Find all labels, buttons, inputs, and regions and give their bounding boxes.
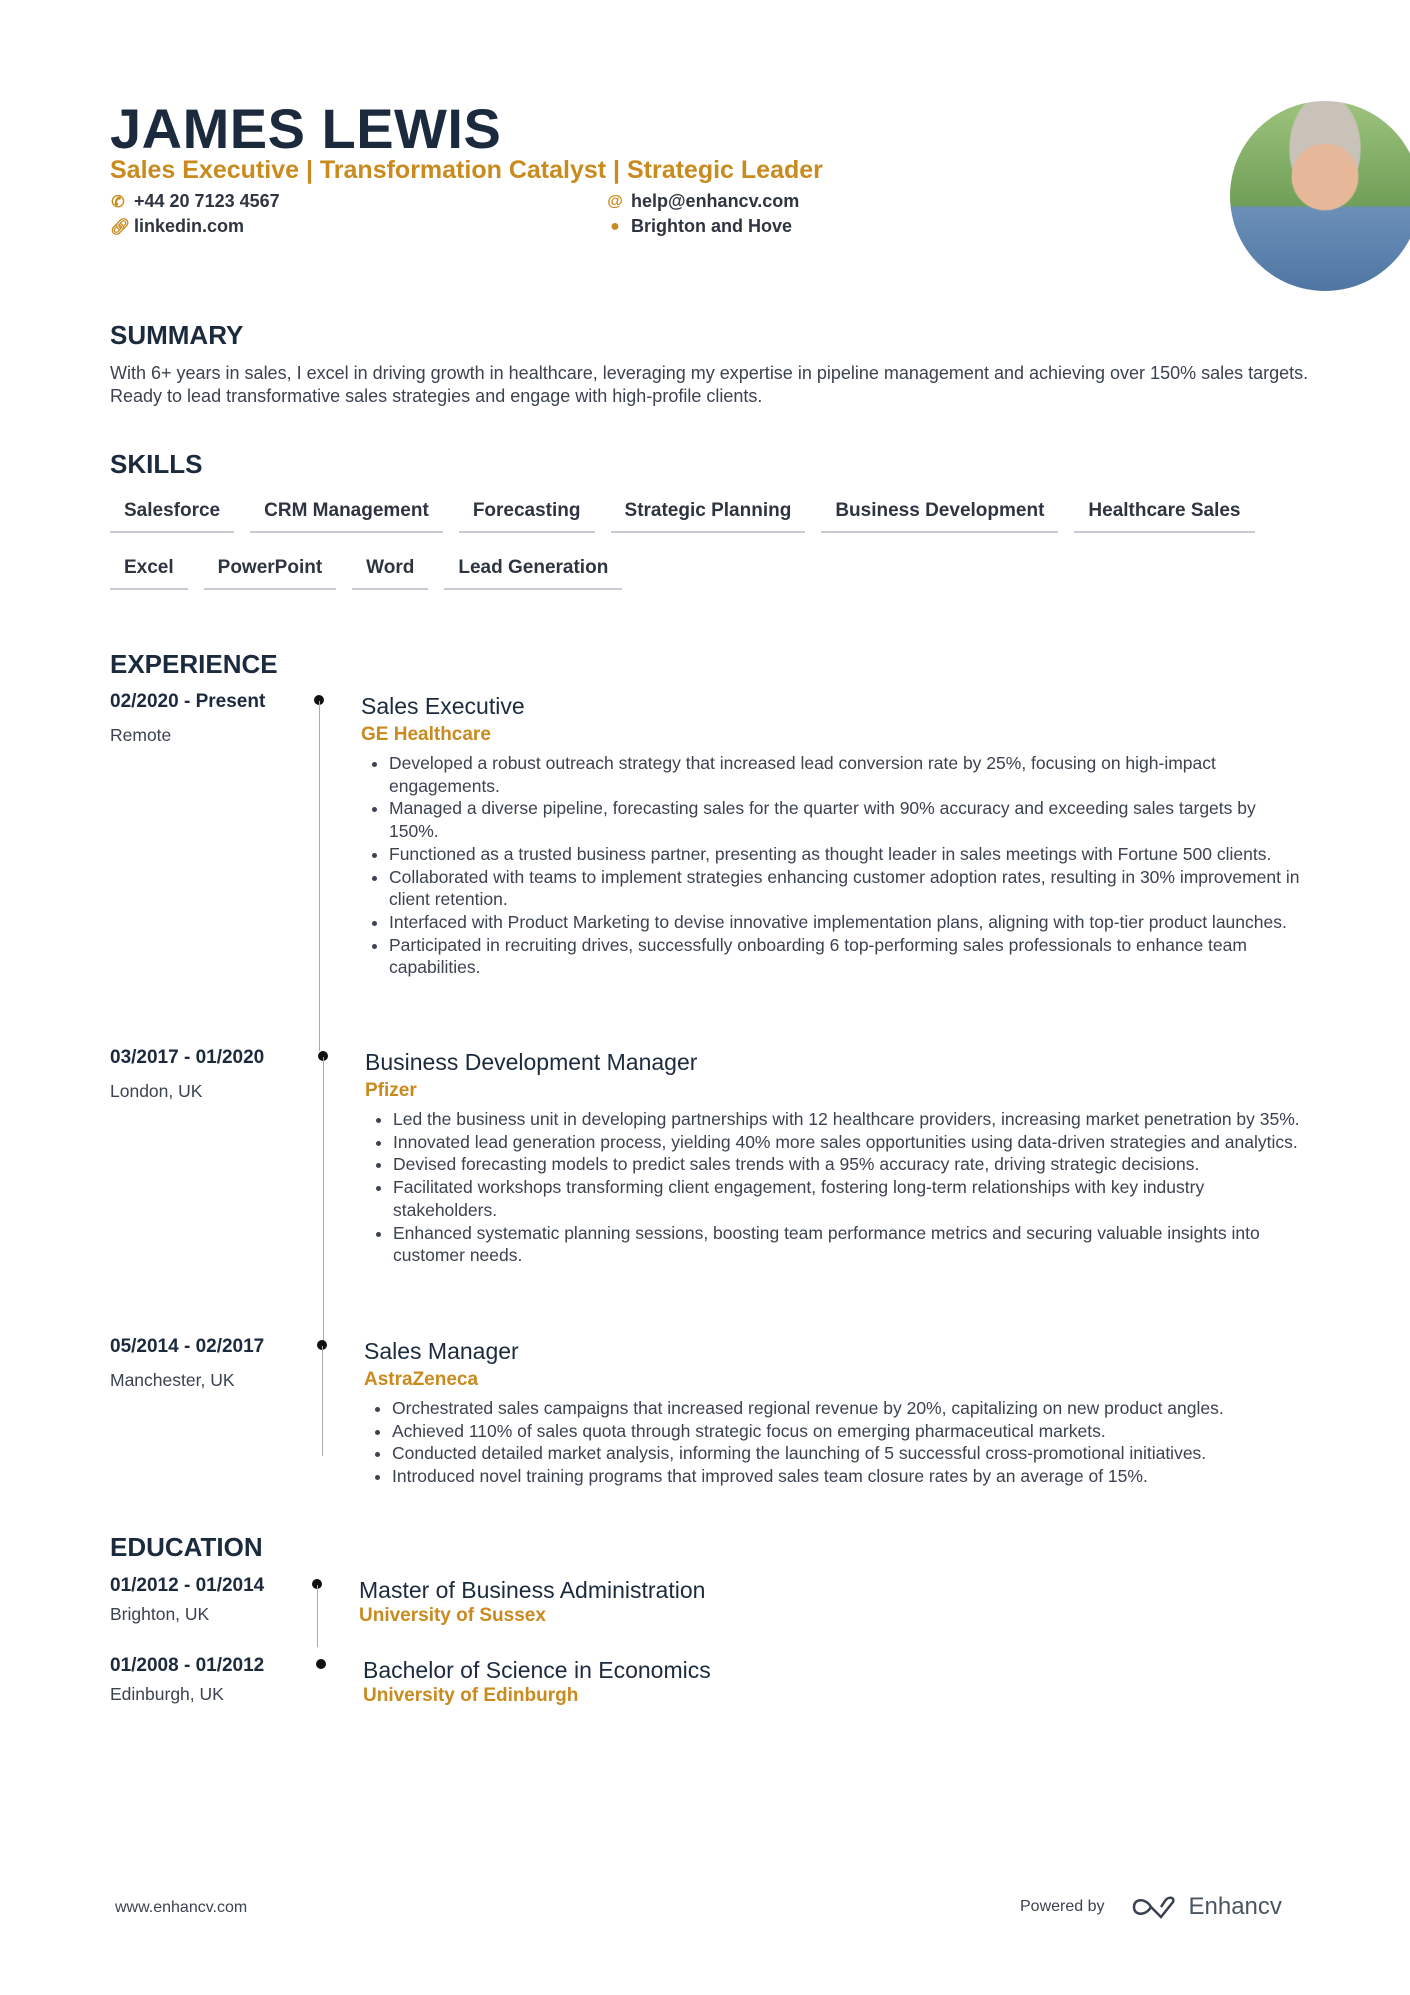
job-date: 03/2017 - 01/2020 [110, 1047, 265, 1068]
edu-location: Brighton, UK [110, 1604, 210, 1624]
job-title: Sales Executive [361, 693, 525, 719]
contact-location [607, 216, 792, 237]
brand-name: Enhancv [1188, 1893, 1282, 1920]
bullet-item: • Functioned as a trusted business partner, presenting as thought leader in sales meetings with Fortune 500 clients. [389, 843, 1310, 866]
footer-website[interactable]: www.enhancv.com [115, 1899, 248, 1916]
map-pin-icon: ● [610, 217, 620, 235]
bullet-list [361, 752, 1310, 979]
edu-date: 01/2008 - 01/2012 [110, 1655, 265, 1676]
skill-tag: Lead Generation [444, 547, 622, 590]
skill-tag: Word [352, 547, 428, 590]
company-name: AstraZeneca [364, 1369, 479, 1390]
timeline-line [319, 701, 320, 1051]
bullet-list [364, 1397, 1310, 1488]
profile-photo [1230, 101, 1410, 291]
contact-link[interactable] [110, 216, 244, 237]
skill-tag: Healthcare Sales [1074, 490, 1254, 533]
job-date: 02/2020 - Present [110, 691, 266, 712]
skills-list [110, 490, 1310, 590]
experience-heading: EXPERIENCE [110, 649, 278, 679]
school-name: University of Sussex [359, 1605, 546, 1626]
bullet-item: • Enhanced systematic planning sessions, boosting team performance metrics and securing valuable insights into customer needs. [393, 1222, 1310, 1267]
skill-tag: Forecasting [459, 490, 595, 533]
timeline-line [323, 1057, 324, 1347]
edu-location: Edinburgh, UK [110, 1684, 224, 1704]
bullet-item: • Interfaced with Product Marketing to devise innovative implementation plans, aligning with top-tier product launches. [389, 911, 1310, 934]
bullet-item: • Orchestrated sales campaigns that increased regional revenue by 20%, capitalizing on new product angles. [392, 1397, 1310, 1420]
timeline-line [317, 1585, 318, 1647]
job-content [365, 1047, 1310, 1267]
bullet-item: • Developed a robust outreach strategy that increased lead conversion rate by 25%, focusing on high-impact engagements. [389, 752, 1310, 797]
school-name: University of Edinburgh [363, 1685, 579, 1706]
bullet-item: • Facilitated workshops transforming client engagement, fostering long-term relationships with key industry stakeholders. [393, 1176, 1310, 1221]
enhancv-logo[interactable] [1131, 1893, 1282, 1921]
education-heading: EDUCATION [110, 1532, 263, 1562]
skill-tag: Excel [110, 547, 188, 590]
powered-by-text: Powered by [1020, 1898, 1105, 1915]
bullet-item: • Introduced novel training programs that improved sales team closure rates by an average of 15%. [392, 1465, 1310, 1488]
bullet-item: • Innovated lead generation process, yielding 40% more sales opportunities using data-driven strategies and analytics. [393, 1131, 1310, 1154]
job-date: 05/2014 - 02/2017 [110, 1336, 265, 1357]
bullet-item: • Managed a diverse pipeline, forecasting sales for the quarter with 90% accuracy and exceeding sales targets by 150%. [389, 797, 1310, 842]
bullet-item: • Achieved 110% of sales quota through strategic focus on emerging pharmaceutical markets. [392, 1420, 1310, 1443]
at-icon: @ [607, 192, 623, 210]
timeline-dot [316, 1659, 326, 1669]
skill-tag: Strategic Planning [611, 490, 806, 533]
location-text: Brighton and Hove [631, 216, 792, 236]
edu-date: 01/2012 - 01/2014 [110, 1575, 265, 1596]
link-icon: 🔗︎ [110, 218, 131, 236]
skills-heading: SKILLS [110, 449, 203, 479]
job-location: Manchester, UK [110, 1370, 235, 1390]
summary-text: With 6+ years in sales, I excel in driving growth in healthcare, leveraging my expertise in pipeline management and achieving over 150% sales targets. Ready to lead transformative sales strategies and engage with high-profile clients. [110, 363, 1309, 406]
bullet-item: • Participated in recruiting drives, successfully onboarding 6 top-performing sales professionals to enhance team capabilities. [389, 934, 1310, 979]
bullet-item: • Collaborated with teams to implement strategies enhancing customer adoption rates, resulting in 30% improvement in client retention. [389, 866, 1310, 911]
job-title: Sales Manager [364, 1338, 519, 1364]
job-title: Business Development Manager [365, 1049, 698, 1075]
contact-email[interactable] [607, 191, 799, 212]
phone-icon: ✆ [111, 193, 125, 211]
degree: Master of Business Administration [359, 1577, 706, 1603]
company-name: GE Healthcare [361, 724, 491, 745]
job-content [364, 1336, 1310, 1488]
link-text[interactable]: linkedin.com [134, 216, 245, 236]
bullet-list [365, 1108, 1310, 1267]
timeline-line [322, 1346, 323, 1456]
skill-tag: Salesforce [110, 490, 234, 533]
company-name: Pfizer [365, 1080, 417, 1101]
job-location: Remote [110, 725, 172, 745]
degree: Bachelor of Science in Economics [363, 1657, 711, 1683]
phone-text: +44 20 7123 4567 [134, 191, 280, 211]
headline: Sales Executive | Transformation Catalyst | Strategic Leader [110, 156, 823, 184]
bullet-item: • Conducted detailed market analysis, informing the launching of 5 successful cross-promotional initiatives. [392, 1442, 1310, 1465]
skill-tag: CRM Management [250, 490, 443, 533]
summary-heading: SUMMARY [110, 320, 244, 350]
edu-content [363, 1655, 1163, 1707]
contact-phone [110, 191, 280, 212]
skill-tag: Business Development [821, 490, 1058, 533]
edu-content [359, 1575, 1159, 1627]
footer-powered [1020, 1893, 1282, 1921]
email-text[interactable]: help@enhancv.com [631, 191, 800, 211]
bullet-item: • Led the business unit in developing partnerships with 12 healthcare providers, increasing market penetration by 35%. [393, 1108, 1310, 1131]
skill-tag: PowerPoint [204, 547, 337, 590]
job-content [361, 691, 1310, 979]
job-location: London, UK [110, 1081, 203, 1101]
candidate-name: JAMES LEWIS [110, 97, 502, 160]
infinity-heart-icon [1131, 1894, 1177, 1920]
bullet-item: • Devised forecasting models to predict sales trends with a 95% accuracy rate, driving strategic decisions. [393, 1153, 1310, 1176]
